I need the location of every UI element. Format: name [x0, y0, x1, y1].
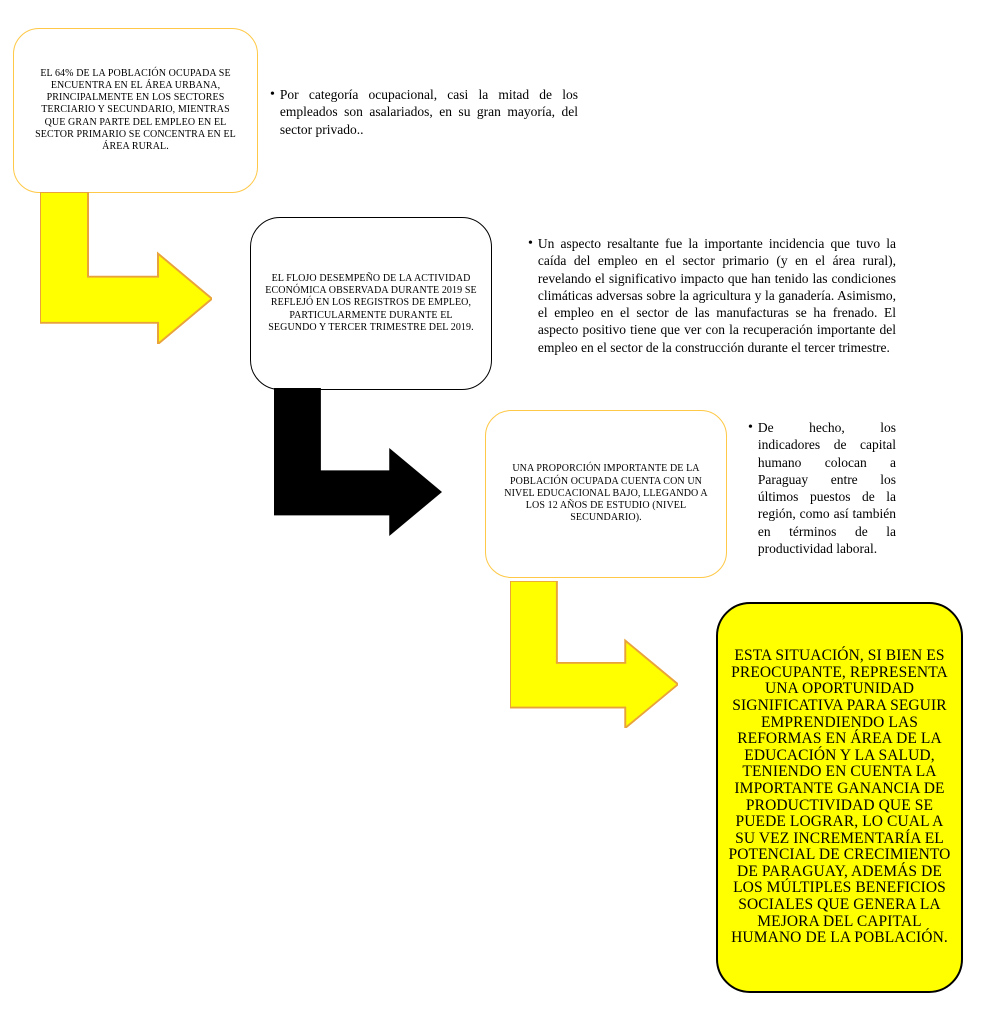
box-desempeno-economico — [250, 217, 492, 390]
bent-arrow-yellow-1-shape — [40, 192, 212, 344]
note-incidencia-empleo — [528, 235, 896, 356]
box-poblacion-urbana — [13, 28, 258, 193]
note-capital-humano-text: De hecho, los indicadores de capital humano colocan a Paraguay entre los últimos puestos de la región, como así también en términos de la productividad laboral. — [757, 420, 896, 557]
bullet-icon: • — [528, 236, 533, 251]
box-nivel-educacional-text: UNA PROPORCIÓN IMPORTANTE DE LA POBLACIÓN OCUPADA CUENTA CON UN NIVEL EDUCACIONAL BAJO, LLEGANDO A LOS 12 AÑOS DE ESTUDIO (NIVEL SECUNDARIO). — [504, 463, 708, 524]
note-capital-humano — [748, 419, 896, 557]
box-nivel-educacional — [485, 410, 727, 578]
box-oportunidad-reformas — [716, 602, 963, 993]
bent-arrow-yellow-1-icon — [40, 192, 212, 344]
note-categoria-ocupacional — [270, 86, 578, 138]
bullet-icon: • — [748, 420, 753, 435]
box-oportunidad-reformas-text: ESTA SITUACIÓN, SI BIEN ES PREOCUPANTE, REPRESENTA UNA OPORTUNIDAD SIGNIFICATIVA PARA SEGUIR EMPRENDIENDO LAS REFORMAS EN ÁREA DE LA EDUCACIÓN Y LA SALUD, TENIENDO EN CUENTA LA IMPORTANTE GANANCIA DE PRODUCTIVIDAD QUE SE PUEDE LOGRAR, LO CUAL A SU VEZ INCREMENTARÍA EL POTENCIAL DE CRECIMIENTO DE PARAGUAY, ADEMÁS DE LOS MÚLTIPLES BENEFICIOS SOCIALES QUE GENERA LA MEJORA DEL CAPITAL HUMANO DE LA POBLACIÓN. — [728, 647, 951, 947]
note-categoria-ocupacional-text: Por categoría ocupacional, casi la mitad de los empleados son asalariados, en su gran mayoría, del sector privado.. — [279, 87, 578, 137]
bent-arrow-yellow-2-icon — [510, 581, 678, 728]
bullet-icon: • — [270, 87, 275, 102]
box-desempeno-economico-text: EL FLOJO DESEMPEÑO DE LA ACTIVIDAD ECONÓMICA OBSERVADA DURANTE 2019 SE REFLEJÓ EN LOS REGISTROS DE EMPLEO, PARTICULARMENTE DURANTE EL SEGUNDO Y TERCER TRIMESTRE DEL 2019. — [265, 272, 477, 333]
bent-arrow-black-shape — [274, 388, 442, 536]
bent-arrow-black-icon — [274, 388, 442, 536]
note-incidencia-empleo-text: Un aspecto resaltante fue la importante incidencia que tuvo la caída del empleo en el sector primario (y en el área rural), revelando el significativo impacto que han tenido las condiciones climáticas adversas sobre la agricultura y la ganadería. Asimismo, el empleo en el sector de las manufacturas se ha frenado. El aspecto positivo tiene que ver con la recuperación importante del empleo en el sector de la construcción durante el tercer trimestre. — [537, 236, 896, 355]
box-poblacion-urbana-text: EL 64% DE LA POBLACIÓN OCUPADA SE ENCUENTRA EN EL ÁREA URBANA, PRINCIPALMENTE EN LOS SECTORES TERCIARIO Y SECUNDARIO, MIENTRAS QUE GRAN PARTE DEL EMPLEO EN EL SECTOR PRIMARIO SE CONCENTRA EN EL ÁREA RURAL. — [35, 67, 236, 152]
bent-arrow-yellow-2-shape — [510, 581, 678, 728]
